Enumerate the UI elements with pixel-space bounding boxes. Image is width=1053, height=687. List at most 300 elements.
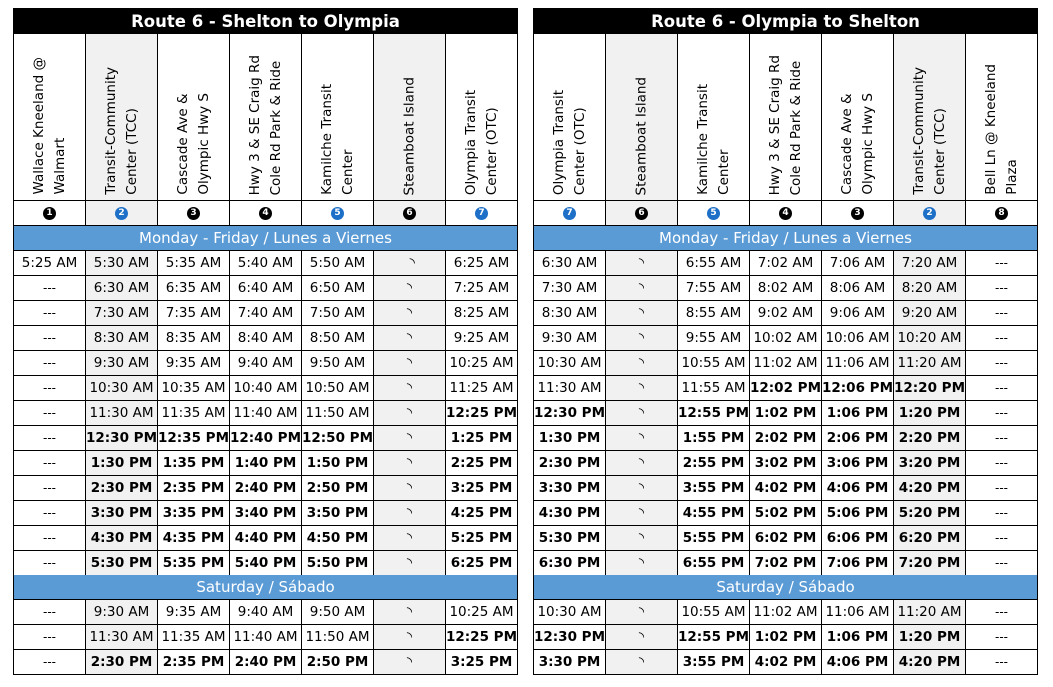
time-cell: --- bbox=[14, 326, 86, 350]
schedule-table-olympia-to-shelton bbox=[533, 8, 1038, 675]
time-cell: 11:06 AM bbox=[822, 351, 894, 375]
stop-name: Hwy 3 & SE Craig Rd Cole Rd Park & Ride bbox=[766, 54, 804, 195]
time-cell: --- bbox=[995, 406, 1008, 420]
time-cell: 8:40 AM bbox=[230, 326, 302, 350]
time-cell: 9:35 AM bbox=[158, 351, 230, 375]
time-cell: 2:50 PM bbox=[302, 650, 374, 674]
time-cell: 1:30 PM bbox=[534, 426, 606, 450]
time-cell: 10:40 AM bbox=[230, 376, 302, 400]
stop-number-cell bbox=[230, 201, 302, 225]
flag-stop-hook-icon: ◝ bbox=[374, 526, 446, 550]
time-cell: --- bbox=[14, 451, 86, 475]
flag-stop-hook-icon: ◝ bbox=[374, 401, 446, 425]
time-cell: 2:30 PM bbox=[86, 476, 158, 500]
stop-number-badge: 5 bbox=[707, 207, 720, 220]
time-cell: 2:06 PM bbox=[822, 426, 894, 450]
table-row bbox=[14, 376, 517, 401]
time-cell: 5:25 AM bbox=[14, 251, 86, 275]
time-cell: 10:30 AM bbox=[534, 600, 606, 624]
time-cell: 4:40 PM bbox=[230, 526, 302, 550]
stop-header-cell bbox=[86, 34, 158, 200]
time-cell: --- bbox=[14, 650, 86, 674]
stop-number-badge: 2 bbox=[115, 207, 128, 220]
time-cell: 4:20 PM bbox=[894, 476, 966, 500]
table-row bbox=[14, 476, 517, 501]
schedule-table-shelton-to-olympia bbox=[13, 8, 518, 675]
time-cell: 8:20 AM bbox=[894, 276, 966, 300]
table-row bbox=[14, 351, 517, 376]
time-cell: 7:20 PM bbox=[894, 551, 966, 575]
time-cell: 11:02 AM bbox=[750, 600, 822, 624]
table-row bbox=[14, 650, 517, 674]
schedule-rows bbox=[14, 600, 517, 674]
time-cell: 11:06 AM bbox=[822, 600, 894, 624]
time-cell: 6:25 AM bbox=[453, 255, 510, 271]
table-row bbox=[14, 426, 517, 451]
time-cell: 9:25 AM bbox=[453, 330, 510, 346]
flag-stop-hook-icon: ◝ bbox=[606, 276, 678, 300]
stop-number-cell bbox=[966, 201, 1037, 225]
time-cell: 5:30 PM bbox=[534, 526, 606, 550]
table-row bbox=[534, 650, 1037, 674]
time-cell: 9:35 AM bbox=[158, 600, 230, 624]
stop-number-cell bbox=[678, 201, 750, 225]
time-cell: 3:02 PM bbox=[750, 451, 822, 475]
time-cell: 9:50 AM bbox=[302, 600, 374, 624]
time-cell: --- bbox=[995, 655, 1008, 669]
flag-stop-hook-icon: ◝ bbox=[374, 551, 446, 575]
table-row bbox=[14, 251, 517, 276]
time-cell: 4:35 PM bbox=[158, 526, 230, 550]
time-cell: 9:30 AM bbox=[86, 600, 158, 624]
time-cell: 6:30 AM bbox=[86, 276, 158, 300]
time-cell: 11:50 AM bbox=[302, 401, 374, 425]
time-cell: 12:30 PM bbox=[534, 401, 606, 425]
stop-number-row bbox=[14, 201, 517, 226]
time-cell: 4:30 PM bbox=[534, 501, 606, 525]
time-cell: 6:25 PM bbox=[450, 555, 513, 571]
table-row bbox=[534, 551, 1037, 575]
time-cell: 11:20 AM bbox=[894, 351, 966, 375]
flag-stop-hook-icon: ◝ bbox=[374, 351, 446, 375]
time-cell: 5:20 PM bbox=[894, 501, 966, 525]
table-row bbox=[534, 625, 1037, 650]
stop-number-cell bbox=[302, 201, 374, 225]
time-cell: 7:55 AM bbox=[678, 276, 750, 300]
flag-stop-hook-icon: ◝ bbox=[374, 476, 446, 500]
stop-number-badge: 1 bbox=[43, 207, 56, 220]
flag-stop-hook-icon: ◝ bbox=[606, 326, 678, 350]
table-row bbox=[14, 551, 517, 575]
time-cell: --- bbox=[14, 526, 86, 550]
time-cell: 7:50 AM bbox=[302, 301, 374, 325]
time-cell: 2:30 PM bbox=[534, 451, 606, 475]
stop-header-cell bbox=[374, 34, 446, 200]
time-cell: --- bbox=[995, 356, 1008, 370]
table-row bbox=[534, 326, 1037, 351]
time-cell: 9:06 AM bbox=[822, 301, 894, 325]
time-cell: 11:55 AM bbox=[678, 376, 750, 400]
table-row bbox=[534, 251, 1037, 276]
time-cell: --- bbox=[14, 426, 86, 450]
stop-name: Cascade Ave & Olympic Hwy S bbox=[838, 93, 876, 195]
time-cell: 2:25 PM bbox=[450, 455, 513, 471]
time-cell: 3:40 PM bbox=[230, 501, 302, 525]
table-row bbox=[14, 451, 517, 476]
time-cell: 1:55 PM bbox=[678, 426, 750, 450]
table-row bbox=[14, 501, 517, 526]
time-cell: 10:30 AM bbox=[86, 376, 158, 400]
flag-stop-hook-icon: ◝ bbox=[374, 301, 446, 325]
flag-stop-hook-icon: ◝ bbox=[374, 451, 446, 475]
time-cell: 6:55 AM bbox=[678, 251, 750, 275]
time-cell: 1:06 PM bbox=[822, 401, 894, 425]
flag-stop-hook-icon: ◝ bbox=[606, 251, 678, 275]
flag-stop-hook-icon: ◝ bbox=[374, 376, 446, 400]
stop-header-cell bbox=[894, 34, 966, 200]
time-cell: 7:25 AM bbox=[453, 280, 510, 296]
stop-number-cell bbox=[534, 201, 606, 225]
time-cell: 3:30 PM bbox=[534, 476, 606, 500]
time-cell: 3:55 PM bbox=[678, 650, 750, 674]
stop-number-badge: 5 bbox=[331, 207, 344, 220]
time-cell: 8:25 AM bbox=[453, 305, 510, 321]
time-cell: 2:55 PM bbox=[678, 451, 750, 475]
time-cell: 12:55 PM bbox=[678, 625, 750, 649]
time-cell: 11:30 AM bbox=[534, 376, 606, 400]
time-cell: 8:55 AM bbox=[678, 301, 750, 325]
flag-stop-hook-icon: ◝ bbox=[606, 526, 678, 550]
stop-name: Hwy 3 & SE Craig Rd Cole Rd Park & Ride bbox=[246, 54, 284, 195]
table-row bbox=[14, 600, 517, 625]
time-cell: 11:20 AM bbox=[894, 600, 966, 624]
stop-name: Olympia Transit Center (OTC) bbox=[550, 89, 588, 195]
stop-header-cell bbox=[678, 34, 750, 200]
table-row bbox=[534, 351, 1037, 376]
stop-header-cell bbox=[446, 34, 517, 200]
time-cell: 8:35 AM bbox=[158, 326, 230, 350]
time-cell: 12:06 PM bbox=[822, 376, 894, 400]
table-row bbox=[14, 526, 517, 551]
time-cell: 3:06 PM bbox=[822, 451, 894, 475]
time-cell: 3:50 PM bbox=[302, 501, 374, 525]
time-cell: 3:20 PM bbox=[894, 451, 966, 475]
time-cell: 5:50 PM bbox=[302, 551, 374, 575]
time-cell: 3:25 PM bbox=[450, 480, 513, 496]
flag-stop-hook-icon: ◝ bbox=[606, 351, 678, 375]
flag-stop-hook-icon: ◝ bbox=[606, 476, 678, 500]
time-cell: --- bbox=[995, 506, 1008, 520]
time-cell: 10:25 AM bbox=[449, 355, 514, 371]
stop-number-cell bbox=[446, 201, 517, 225]
flag-stop-hook-icon: ◝ bbox=[374, 501, 446, 525]
time-cell: 5:55 PM bbox=[678, 526, 750, 550]
time-cell: 1:02 PM bbox=[750, 625, 822, 649]
time-cell: 9:30 AM bbox=[86, 351, 158, 375]
flag-stop-hook-icon: ◝ bbox=[606, 426, 678, 450]
table-row bbox=[534, 401, 1037, 426]
flag-stop-hook-icon: ◝ bbox=[606, 600, 678, 624]
time-cell: 4:25 PM bbox=[450, 505, 513, 521]
table-row bbox=[534, 301, 1037, 326]
time-cell: 12:25 PM bbox=[446, 629, 517, 645]
stop-header-cell bbox=[606, 34, 678, 200]
flag-stop-hook-icon: ◝ bbox=[374, 326, 446, 350]
time-cell: 8:30 AM bbox=[86, 326, 158, 350]
time-cell: 4:06 PM bbox=[822, 650, 894, 674]
time-cell: 1:50 PM bbox=[302, 451, 374, 475]
stop-name: Kamilche Transit Center bbox=[694, 84, 732, 195]
time-cell: 12:35 PM bbox=[158, 426, 230, 450]
time-cell: 9:20 AM bbox=[894, 301, 966, 325]
time-cell: --- bbox=[14, 501, 86, 525]
time-cell: 6:30 PM bbox=[534, 551, 606, 575]
time-cell: 5:30 AM bbox=[86, 251, 158, 275]
time-cell: --- bbox=[995, 630, 1008, 644]
time-cell: 12:02 PM bbox=[750, 376, 822, 400]
stop-number-badge: 4 bbox=[779, 207, 792, 220]
time-cell: 5:50 AM bbox=[302, 251, 374, 275]
time-cell: 6:30 AM bbox=[534, 251, 606, 275]
time-cell: 5:02 PM bbox=[750, 501, 822, 525]
time-cell: 8:02 AM bbox=[750, 276, 822, 300]
service-day-header: Monday - Friday / Lunes a Viernes bbox=[14, 226, 517, 251]
stop-header-cell bbox=[230, 34, 302, 200]
time-cell: 1:35 PM bbox=[158, 451, 230, 475]
stop-number-cell bbox=[374, 201, 446, 225]
time-cell: 6:50 AM bbox=[302, 276, 374, 300]
time-cell: 10:35 AM bbox=[158, 376, 230, 400]
time-cell: 4:02 PM bbox=[750, 476, 822, 500]
stop-name: Olympia Transit Center (OTC) bbox=[462, 89, 500, 195]
stop-number-cell bbox=[14, 201, 86, 225]
table-row bbox=[534, 501, 1037, 526]
time-cell: 10:20 AM bbox=[894, 326, 966, 350]
time-cell: 11:35 AM bbox=[158, 625, 230, 649]
time-cell: 7:35 AM bbox=[158, 301, 230, 325]
flag-stop-hook-icon: ◝ bbox=[374, 276, 446, 300]
time-cell: --- bbox=[995, 605, 1008, 619]
stop-header-cell bbox=[750, 34, 822, 200]
table-row bbox=[534, 451, 1037, 476]
time-cell: 7:40 AM bbox=[230, 301, 302, 325]
time-cell: 6:20 PM bbox=[894, 526, 966, 550]
time-cell: --- bbox=[14, 551, 86, 575]
time-cell: 4:30 PM bbox=[86, 526, 158, 550]
time-cell: 2:50 PM bbox=[302, 476, 374, 500]
time-cell: 10:02 AM bbox=[750, 326, 822, 350]
time-cell: --- bbox=[14, 276, 86, 300]
time-cell: 11:25 AM bbox=[449, 380, 514, 396]
time-cell: 10:25 AM bbox=[449, 604, 514, 620]
stop-header-row bbox=[534, 34, 1037, 201]
stop-name: Steamboat Island bbox=[633, 76, 649, 195]
time-cell: --- bbox=[995, 531, 1008, 545]
time-cell: 11:35 AM bbox=[158, 401, 230, 425]
service-day-header: Saturday / Sábado bbox=[534, 575, 1037, 600]
time-cell: 2:20 PM bbox=[894, 426, 966, 450]
time-cell: 1:02 PM bbox=[750, 401, 822, 425]
time-cell: 1:20 PM bbox=[894, 625, 966, 649]
time-cell: 3:55 PM bbox=[678, 476, 750, 500]
stop-number-badge: 8 bbox=[995, 207, 1008, 220]
time-cell: 4:55 PM bbox=[678, 501, 750, 525]
stop-number-cell bbox=[894, 201, 966, 225]
table-row bbox=[14, 301, 517, 326]
time-cell: 7:06 AM bbox=[822, 251, 894, 275]
time-cell: 7:06 PM bbox=[822, 551, 894, 575]
time-cell: 6:55 PM bbox=[678, 551, 750, 575]
time-cell: 12:25 PM bbox=[446, 405, 517, 421]
time-cell: 4:50 PM bbox=[302, 526, 374, 550]
stop-number-cell bbox=[86, 201, 158, 225]
time-cell: 10:55 AM bbox=[678, 600, 750, 624]
time-cell: 2:02 PM bbox=[750, 426, 822, 450]
time-cell: 6:40 AM bbox=[230, 276, 302, 300]
time-cell: 7:30 AM bbox=[534, 276, 606, 300]
time-cell: 6:02 PM bbox=[750, 526, 822, 550]
time-cell: 2:40 PM bbox=[230, 650, 302, 674]
time-cell: 8:50 AM bbox=[302, 326, 374, 350]
time-cell: 5:06 PM bbox=[822, 501, 894, 525]
schedule-rows bbox=[14, 251, 517, 575]
stop-number-badge: 4 bbox=[259, 207, 272, 220]
time-cell: 12:30 PM bbox=[86, 426, 158, 450]
table-row bbox=[534, 276, 1037, 301]
time-cell: 7:02 AM bbox=[750, 251, 822, 275]
stop-number-cell bbox=[822, 201, 894, 225]
time-cell: 9:40 AM bbox=[230, 600, 302, 624]
table-row bbox=[14, 401, 517, 426]
flag-stop-hook-icon: ◝ bbox=[606, 301, 678, 325]
time-cell: 4:06 PM bbox=[822, 476, 894, 500]
flag-stop-hook-icon: ◝ bbox=[374, 650, 446, 674]
time-cell: --- bbox=[14, 301, 86, 325]
time-cell: 10:30 AM bbox=[534, 351, 606, 375]
time-cell: 7:20 AM bbox=[894, 251, 966, 275]
time-cell: --- bbox=[14, 351, 86, 375]
time-cell: --- bbox=[995, 331, 1008, 345]
time-cell: 7:30 AM bbox=[86, 301, 158, 325]
stop-name: Cascade Ave & Olympic Hwy S bbox=[174, 93, 212, 195]
flag-stop-hook-icon: ◝ bbox=[606, 401, 678, 425]
time-cell: 5:40 PM bbox=[230, 551, 302, 575]
time-cell: 2:30 PM bbox=[86, 650, 158, 674]
time-cell: 3:35 PM bbox=[158, 501, 230, 525]
flag-stop-hook-icon: ◝ bbox=[606, 451, 678, 475]
table-title: Route 6 - Olympia to Shelton bbox=[534, 9, 1037, 34]
stop-name: Transit-Community Center (TCC) bbox=[102, 67, 140, 195]
time-cell: 12:20 PM bbox=[894, 376, 966, 400]
time-cell: 12:50 PM bbox=[302, 426, 374, 450]
time-cell: 1:20 PM bbox=[894, 401, 966, 425]
time-cell: 9:50 AM bbox=[302, 351, 374, 375]
time-cell: --- bbox=[14, 376, 86, 400]
table-title: Route 6 - Shelton to Olympia bbox=[14, 9, 517, 34]
time-cell: --- bbox=[995, 306, 1008, 320]
stop-header-cell bbox=[158, 34, 230, 200]
time-cell: --- bbox=[995, 281, 1008, 295]
flag-stop-hook-icon: ◝ bbox=[606, 376, 678, 400]
time-cell: 6:35 AM bbox=[158, 276, 230, 300]
time-cell: 3:25 PM bbox=[450, 654, 513, 670]
table-row bbox=[14, 326, 517, 351]
time-cell: 11:50 AM bbox=[302, 625, 374, 649]
service-day-header: Monday - Friday / Lunes a Viernes bbox=[534, 226, 1037, 251]
flag-stop-hook-icon: ◝ bbox=[606, 551, 678, 575]
time-cell: 2:35 PM bbox=[158, 650, 230, 674]
stop-number-badge: 3 bbox=[851, 207, 864, 220]
time-cell: --- bbox=[14, 625, 86, 649]
time-cell: --- bbox=[995, 381, 1008, 395]
time-cell: --- bbox=[995, 256, 1008, 270]
time-cell: 5:35 AM bbox=[158, 251, 230, 275]
stop-number-row bbox=[534, 201, 1037, 226]
stop-header-cell bbox=[966, 34, 1037, 200]
time-cell: --- bbox=[995, 556, 1008, 570]
flag-stop-hook-icon: ◝ bbox=[606, 625, 678, 649]
time-cell: 10:06 AM bbox=[822, 326, 894, 350]
time-cell: 8:30 AM bbox=[534, 301, 606, 325]
time-cell: 9:02 AM bbox=[750, 301, 822, 325]
time-cell: 7:02 PM bbox=[750, 551, 822, 575]
stop-number-badge: 6 bbox=[403, 207, 416, 220]
time-cell: 11:30 AM bbox=[86, 625, 158, 649]
time-cell: 12:55 PM bbox=[678, 401, 750, 425]
table-row bbox=[534, 526, 1037, 551]
time-cell: 12:30 PM bbox=[534, 625, 606, 649]
table-row bbox=[534, 426, 1037, 451]
time-cell: 1:25 PM bbox=[450, 430, 513, 446]
time-cell: 11:40 AM bbox=[230, 401, 302, 425]
time-cell: --- bbox=[995, 431, 1008, 445]
stop-number-cell bbox=[158, 201, 230, 225]
stop-number-badge: 6 bbox=[635, 207, 648, 220]
stop-name: Transit-Community Center (TCC) bbox=[910, 67, 948, 195]
time-cell: --- bbox=[995, 481, 1008, 495]
time-cell: 4:02 PM bbox=[750, 650, 822, 674]
time-cell: 2:40 PM bbox=[230, 476, 302, 500]
time-cell: --- bbox=[14, 600, 86, 624]
stop-number-badge: 2 bbox=[923, 207, 936, 220]
time-cell: --- bbox=[995, 456, 1008, 470]
time-cell: 8:06 AM bbox=[822, 276, 894, 300]
stop-header-row bbox=[14, 34, 517, 201]
time-cell: 5:35 PM bbox=[158, 551, 230, 575]
time-cell: 9:40 AM bbox=[230, 351, 302, 375]
time-cell: 2:35 PM bbox=[158, 476, 230, 500]
time-cell: 5:30 PM bbox=[86, 551, 158, 575]
time-cell: 9:55 AM bbox=[678, 326, 750, 350]
stop-name: Kamilche Transit Center bbox=[318, 84, 356, 195]
time-cell: --- bbox=[14, 401, 86, 425]
table-row bbox=[14, 625, 517, 650]
stop-name: Bell Ln @ Kneeland Plaza bbox=[982, 64, 1020, 195]
schedule-rows bbox=[534, 251, 1037, 575]
time-cell: 1:06 PM bbox=[822, 625, 894, 649]
time-cell: --- bbox=[14, 476, 86, 500]
stop-number-cell bbox=[606, 201, 678, 225]
time-cell: 5:40 AM bbox=[230, 251, 302, 275]
service-day-header: Saturday / Sábado bbox=[14, 575, 517, 600]
table-row bbox=[534, 476, 1037, 501]
time-cell: 11:30 AM bbox=[86, 401, 158, 425]
flag-stop-hook-icon: ◝ bbox=[374, 600, 446, 624]
time-cell: 9:30 AM bbox=[534, 326, 606, 350]
flag-stop-hook-icon: ◝ bbox=[374, 625, 446, 649]
time-cell: 10:50 AM bbox=[302, 376, 374, 400]
time-cell: 4:20 PM bbox=[894, 650, 966, 674]
